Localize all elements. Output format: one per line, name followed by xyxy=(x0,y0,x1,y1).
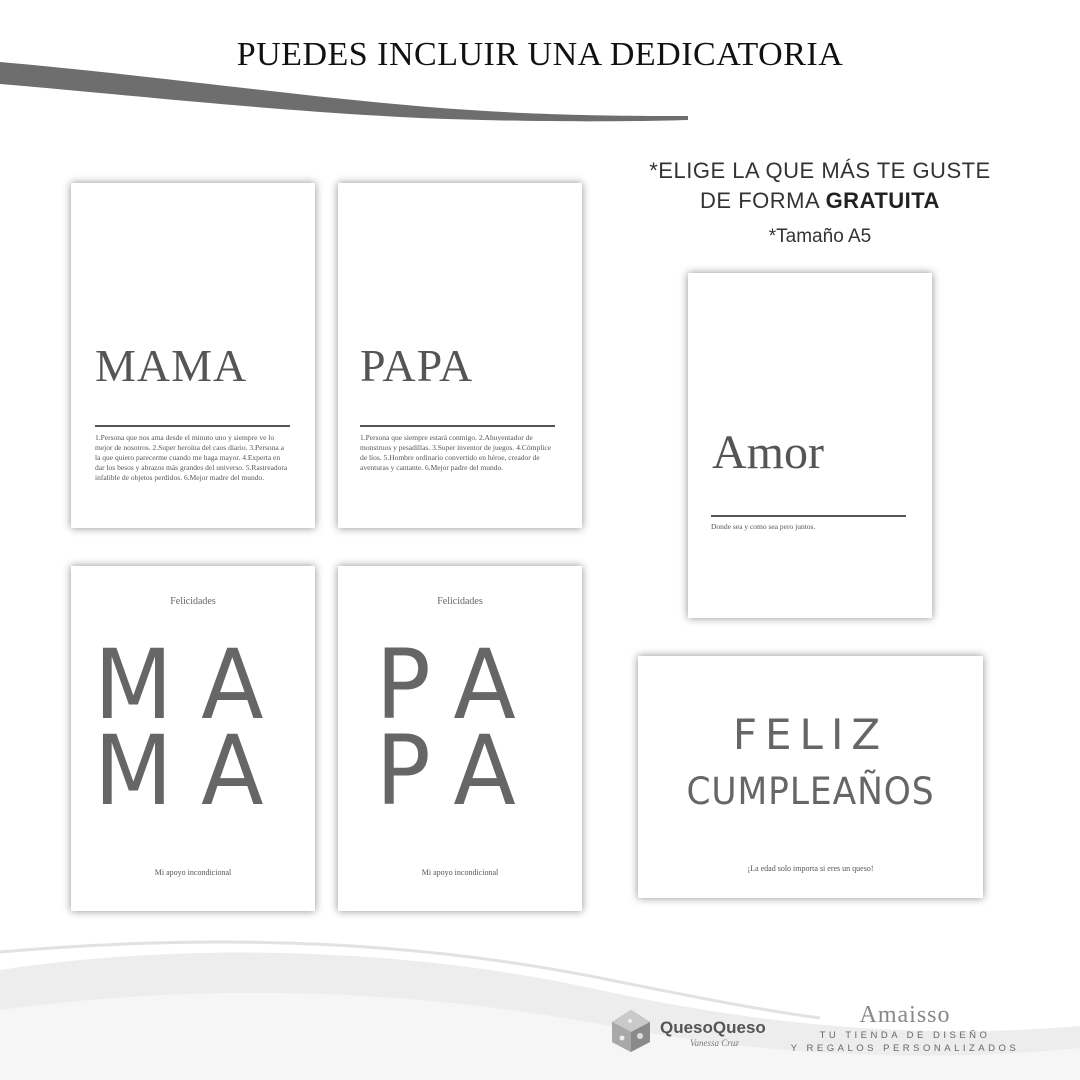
quesoqueso-name: QuesoQueso xyxy=(660,1018,766,1037)
card-big-line2: MA xyxy=(93,715,293,827)
card-big-letters xyxy=(77,629,309,827)
size-note: *Tamaño A5 xyxy=(768,226,872,247)
card-word: MAMA xyxy=(95,340,248,391)
card-definition-text: Donde sea y como sea pero juntos. xyxy=(711,522,816,531)
card-bottom-text: ¡La edad solo importa si eres un queso! xyxy=(747,864,874,873)
card-mama-definition[interactable] xyxy=(71,183,315,528)
card-line1: FELIZ xyxy=(732,710,889,759)
quesoqueso-sub: Vanessa Cruz xyxy=(690,1038,739,1048)
card-papa-felicidades[interactable] xyxy=(338,566,582,911)
card-top-text: Felicidades xyxy=(170,596,216,607)
card-big-line1: PA xyxy=(375,629,545,741)
page-title: PUEDES INCLUIR UNA DEDICATORIA xyxy=(236,36,844,73)
card-definition-text: 1.Persona que nos ama desde el minuto uno y siempre ve lo mejor de nosotros. 2.Super heroína del caos diario. 3.Persona a la que quiero parecerme cuando me haga mayor. 4.Experta en dar los besos y abrazos más grandes del universo. 5.Rastreadora infalible de objetos perdidos. 6.Mejor madre del mundo. xyxy=(95,433,288,482)
amaisso-logo xyxy=(780,1002,1030,1055)
card-rule xyxy=(360,425,555,427)
card-top-text: Felicidades xyxy=(437,596,483,607)
card-line2: CUMPLEAÑOS xyxy=(686,770,935,813)
card-papa-definition[interactable] xyxy=(338,183,582,528)
card-bottom-text: Mi apoyo incondicional xyxy=(421,868,499,877)
card-feliz-cumpleanos[interactable] xyxy=(638,656,983,898)
amaisso-name: Amaisso xyxy=(859,1002,951,1028)
card-rule xyxy=(95,425,290,427)
card-word: PAPA xyxy=(360,340,474,391)
amaisso-tagline-1: TU TIENDA DE DISEÑO xyxy=(819,1030,991,1041)
choose-note-line1: *ELIGE LA QUE MÁS TE GUSTE xyxy=(649,158,991,183)
card-big-line2: PA xyxy=(375,715,545,827)
card-rule xyxy=(711,515,906,517)
choose-note xyxy=(630,156,1010,216)
choose-note-prefix: DE FORMA xyxy=(700,188,826,213)
choose-note-bold: GRATUITA xyxy=(825,188,940,213)
card-amor[interactable] xyxy=(688,273,932,618)
cheese-icon xyxy=(610,1008,652,1054)
card-bottom-text: Mi apoyo incondicional xyxy=(154,868,232,877)
card-definition-text: 1.Persona que siempre estará conmigo. 2.Ahuyentador de monstruos y pesadillas. 3.Super inventor de juegos. 4.Cómplice de líos. 5.Hombre ordinario convertido en héroe, creador de aventuras y cantante. 6.Mejor padre del mundo. xyxy=(360,433,552,472)
card-word: Amor xyxy=(712,426,824,479)
card-mama-felicidades[interactable] xyxy=(71,566,315,911)
amaisso-tagline-2: Y REGALOS PERSONALIZADOS xyxy=(790,1043,1020,1054)
card-big-line1: MA xyxy=(93,629,293,741)
card-big-letters xyxy=(344,629,576,827)
